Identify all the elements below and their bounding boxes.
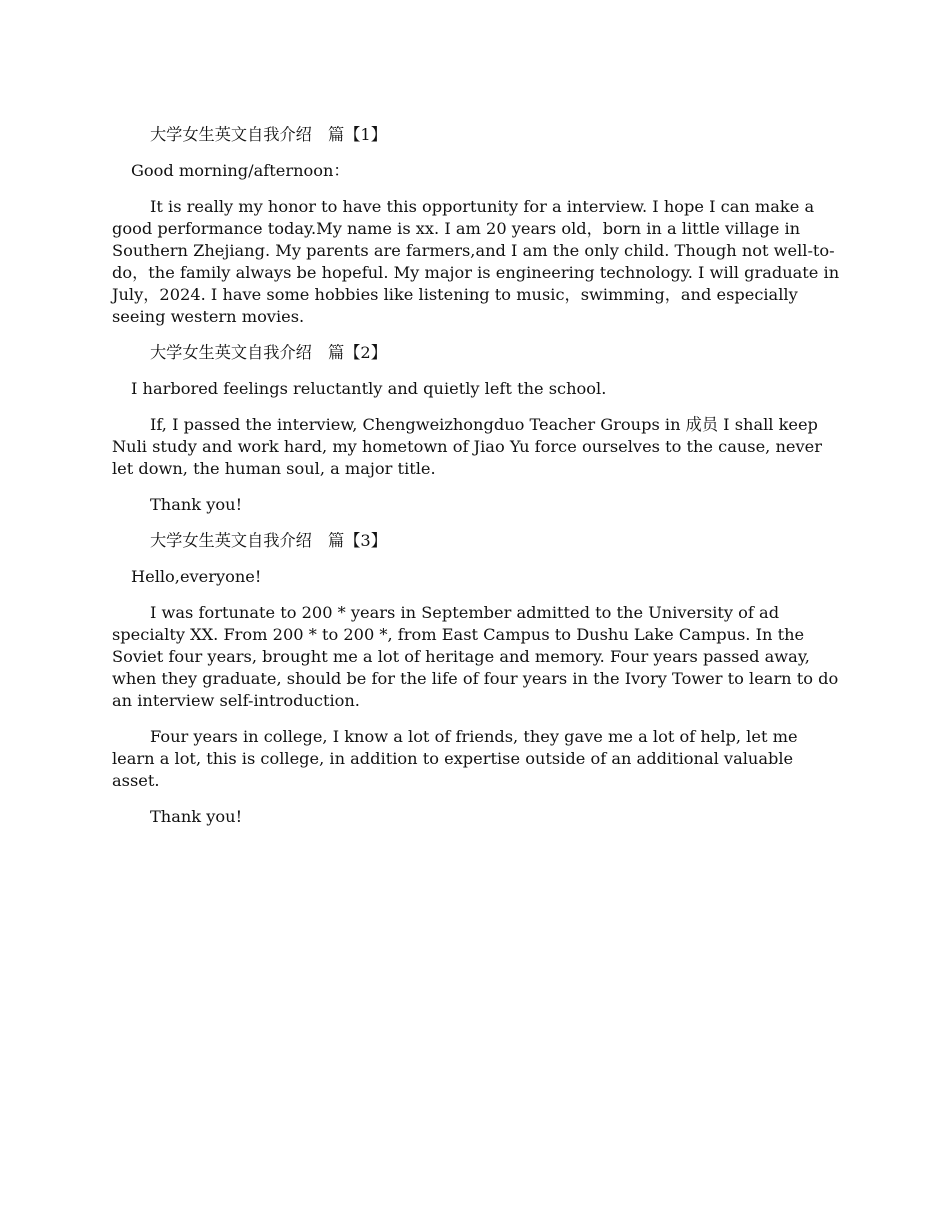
closing-line: Thank you!	[150, 807, 243, 826]
section-heading: 大学女生英文自我介绍 篇【1】	[150, 125, 387, 144]
greeting-line: Hello,everyone!	[131, 567, 262, 586]
closing-line: Thank you!	[150, 495, 243, 514]
body-paragraph: Four years in college, I know a lot of friends, they gave me a lot of help, let me learn a lot, this is college, in addition to expertise outside of an additional valuable asset.	[112, 727, 798, 790]
body-paragraph: It is really my honor to have this opportunity for a interview. I hope I can make a good performance today.My name is xx. I am 20 years old，born in a little village in Southern Zhejiang. My parents are farmers,and I am the only child. Though not well-to-do，the family always be hopeful. My major is engineering technology. I will graduate in July，2024. I have some hobbies like listening to music，swimming，and especially seeing western movies.	[112, 197, 840, 326]
section-1	[112, 124, 840, 328]
body-paragraph: I was fortunate to 200 * years in September admitted to the University of ad specialty XX. From 200 * to 200 *, from East Campus to Dushu Lake Campus. In the Soviet four years, brought me a lot of heritage and memory. Four years passed away, when they graduate, should be for the life of four years in the Ivory Tower to learn to do an interview self-introduction.	[112, 603, 839, 710]
opening-line: I harbored feelings reluctantly and quietly left the school.	[131, 379, 607, 398]
document-page	[112, 124, 840, 842]
greeting-line: Good morning/afternoon：	[131, 161, 350, 180]
section-2	[112, 342, 840, 516]
body-paragraph: If, I passed the interview, Chengweizhongduo Teacher Groups in 成员 I shall keep Nuli study and work hard, my hometown of Jiao Yu force ourselves to the cause, never let down, the human soul, a major title.	[112, 415, 822, 478]
section-3	[112, 530, 840, 828]
section-heading: 大学女生英文自我介绍 篇【2】	[150, 343, 387, 362]
section-heading: 大学女生英文自我介绍 篇【3】	[150, 531, 387, 550]
